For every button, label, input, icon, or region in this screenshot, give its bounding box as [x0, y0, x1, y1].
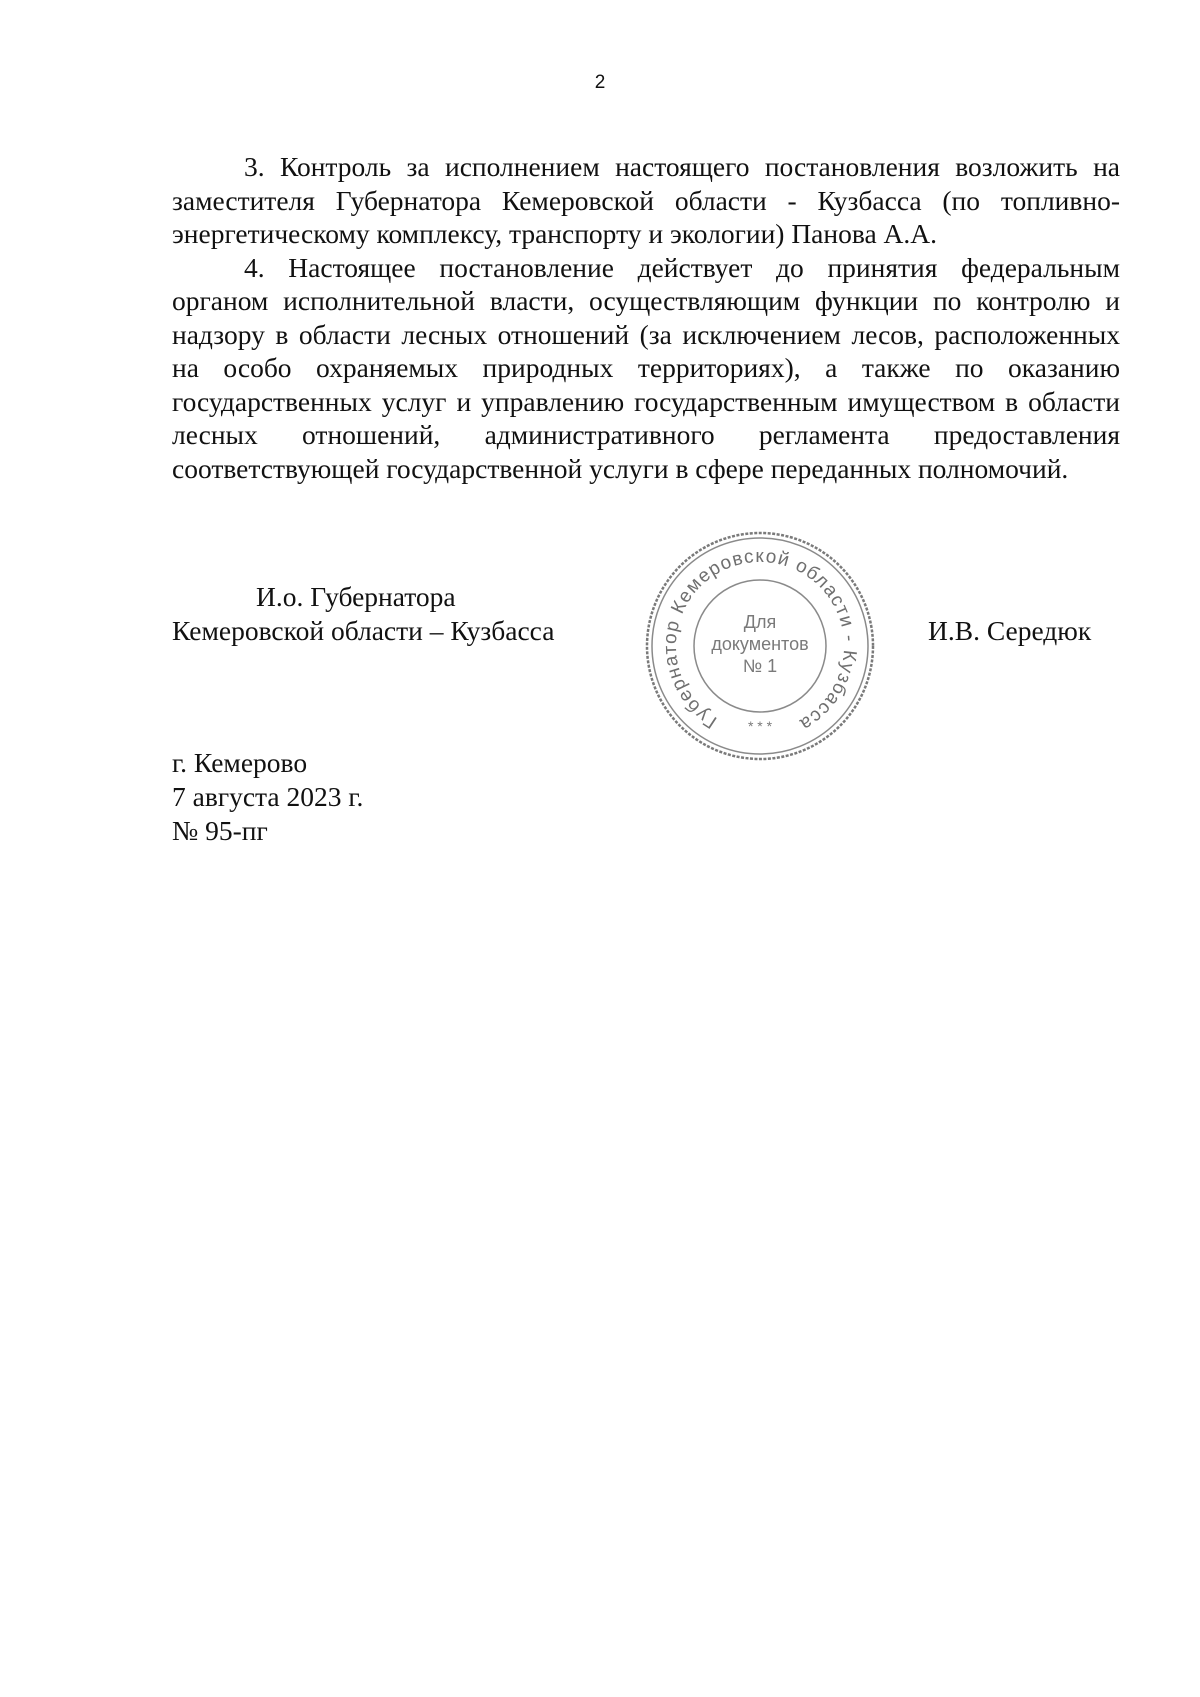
seal-stars: * * * [747, 718, 773, 734]
signer-name: И.В. Середюк [928, 615, 1092, 646]
footer-city: г. Кемерово [172, 747, 308, 778]
page-number: 2 [594, 72, 606, 93]
position-line-1: И.о. Губернатора [256, 581, 456, 612]
seal-center-line-2: документов [711, 634, 809, 654]
document-footer [172, 746, 363, 848]
signatory-position [172, 580, 554, 648]
official-seal-stamp [640, 526, 880, 766]
footer-document-number: № 95-пг [172, 815, 268, 846]
footer-date: 7 августа 2023 г. [172, 781, 364, 812]
paragraph-4: 4. Настоящее постановление действует до принятия федеральным органом исполнительной власти, осуществляющим функции по контролю и надзору в области лесных отношений (за исключением лесов, расположенных на особо охраняемых природных территориях), а также по оказанию государственных услуг и управлению государственным имуществом в области лесных отношений, административного регламента предоставления соответствующей государственной услуги в сфере переданных полномочий. [172, 251, 1120, 484]
paragraph-3: 3. Контроль за исполнением настоящего постановления возложить на заместителя Губернатора Кемеровской области - Кузбасса (по топливно-энергетическому комплексу, транспорту и экологии) Панова А.А. [172, 151, 1120, 249]
seal-center-line-3: № 1 [742, 656, 778, 676]
position-line-2: Кемеровской области – Кузбасса [172, 615, 555, 646]
seal-center-line-1: Для [743, 612, 777, 632]
seal-ring-text: Губернатор Кемеровской области - Кузбасса [659, 545, 861, 735]
document-body [172, 150, 1120, 485]
